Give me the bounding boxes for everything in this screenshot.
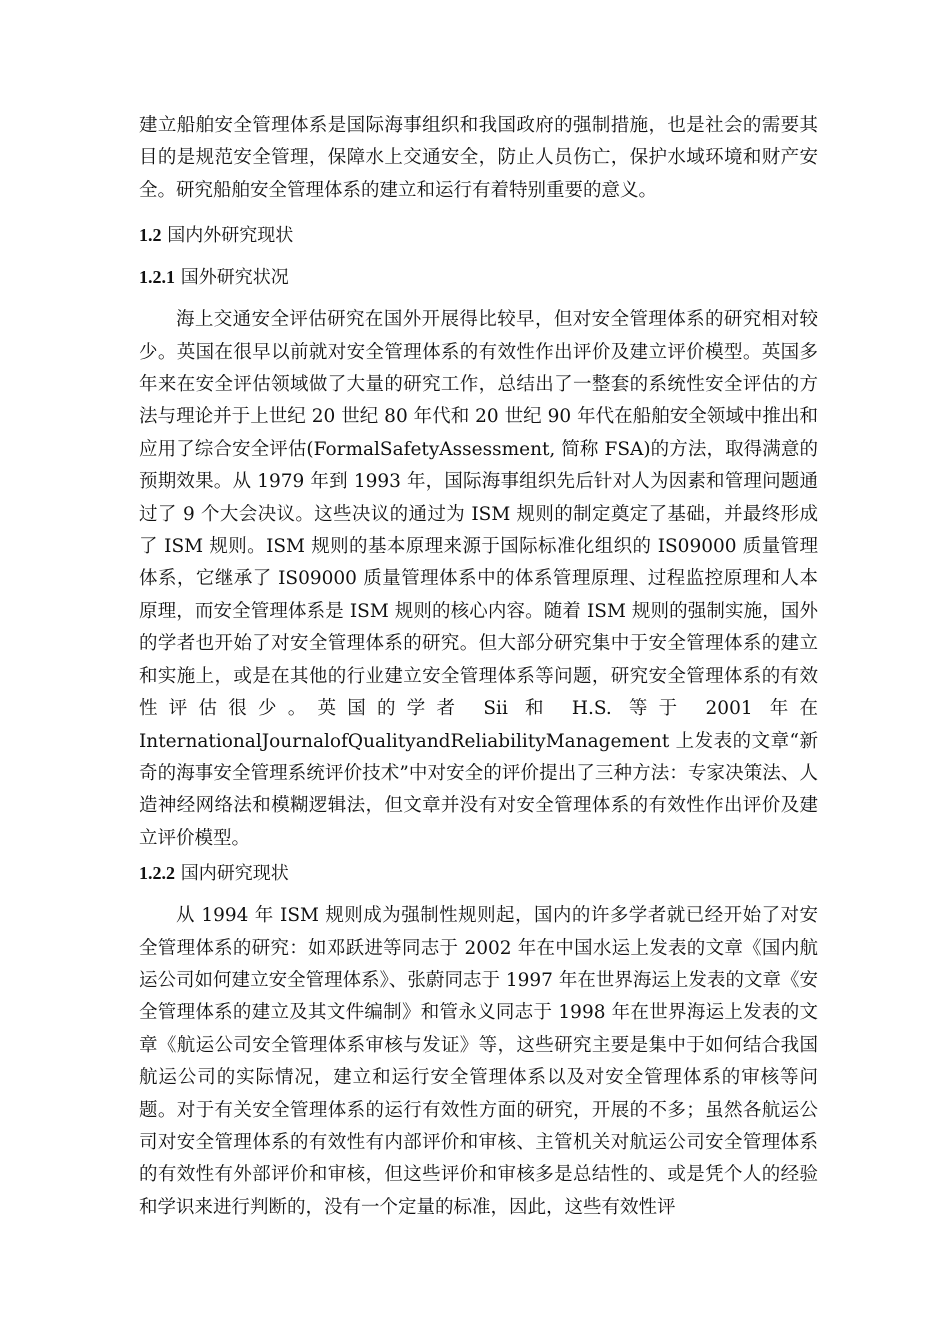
section-number: 1.2.2 [139, 863, 175, 884]
domestic-research-paragraph: 从 1994 年 ISM 规则成为强制性规则起，国内的许多学者就已经开始了对安全管理体系的研究：如邓跃进等同志于 2002 年在中国水运上发表的文章《国内航运公司如何建立安全管理体系》、张蔚同志于 1997 年在世界海运上发表的文章《安全管理体系的建立及其文件编制》和管永义同志于 1998 年在世界海运上发表的文章《航运公司安全管理体系审核与发证》等，这些研究主要是集中于如何结合我国航运公司的实际情况，建立和运行安全管理体系以及对安全管理体系的审核等问题。对于有关安全管理体系的运行有效性方面的研究，开展的不多；虽然各航运公司对安全管理体系的有效性有内部评价和审核、主管机关对航运公司安全管理体系的有效性有外部评价和审核，但这些评价和审核多是总结性的、或是凭个人的经验和学识来进行判断的，没有一个定量的标准，因此，这些有效性评 [139, 905, 818, 1218]
section-title: 国内外研究现状 [167, 225, 294, 247]
intro-paragraph: 建立船舶安全管理体系是国际海事组织和我国政府的强制措施，也是社会的需要其目的是规范安全管理，保障水上交通安全，防止人员伤亡，保护水域环境和财产安全。研究船舶安全管理体系的建立和运行有着特别重要的意义。 [139, 115, 818, 201]
section-title: 国内研究现状 [180, 863, 289, 885]
section-title: 国外研究状况 [180, 267, 289, 289]
section-number: 1.2 [139, 225, 162, 246]
section-number: 1.2.1 [139, 267, 175, 288]
foreign-research-paragraph: 海上交通安全评估研究在国外开展得比较早，但对安全管理体系的研究相对较少。英国在很早以前就对安全管理体系的有效性作出评价及建立评价模型。英国多年来在安全评估领域做了大量的研究工作，总结出了一整套的系统性安全评估的方法与理论并于上世纪 20 世纪 80 年代和 20 世纪 90 年代在船舶安全领域中推出和应用了综合安全评估(FormalSafetyAssessment, 简称 FSA)的方法，取得满意的预期效果。从 1979 年到 1993 年，国际海事组织先后针对人为因素和管理问题通过了 9 个大会决议。这些决议的通过为 ISM 规则的制定奠定了基础，并最终形成了 ISM 规则。ISM 规则的基本原理来源于国际标准化组织的 IS09000 质量管理体系，它继承了 IS09000 质量管理体系中的体系管理原理、过程监控原理和人本原理，而安全管理体系是 ISM 规则的核心内容。随着 ISM 规则的强制实施，国外的学者也开始了对安全管理体系的研究。但大部分研究集中于安全管理体系的建立和实施上，或是在其他的行业建立安全管理体系等问题，研究安全管理体系的有效性评估很少。英国的学者 Sii 和 H.S. 等于 2001 年在 InternationalJournalofQualityandReliabilityManagement 上发表的文章“新奇的海事安全管理系统评价技术”中对安全的评价提出了三种方法：专家决策法、人造神经网络法和模糊逻辑法，但文章并没有对安全管理体系的有效性作出评价及建立评价模型。 [139, 309, 818, 849]
document-page [139, 110, 818, 1224]
section-heading-1-2-1 [139, 261, 818, 294]
section-heading-1-2 [139, 219, 818, 252]
section-heading-1-2-2 [139, 857, 818, 890]
